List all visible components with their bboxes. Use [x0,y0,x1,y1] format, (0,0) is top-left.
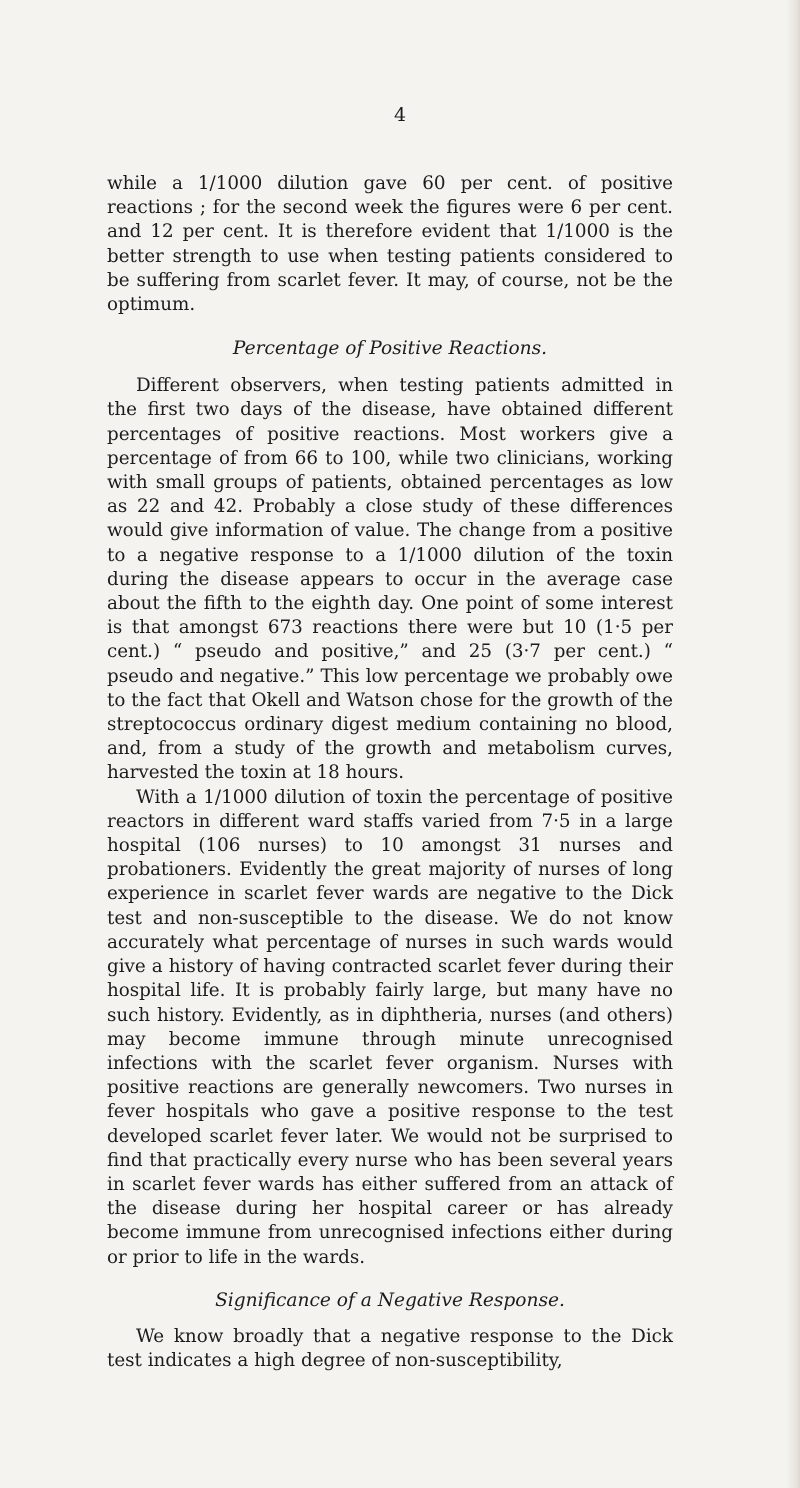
page-number: 4 [393,104,407,126]
section-heading-negative-response: Significance of a Negative Response. [215,1289,565,1311]
paragraph-continuation: while a 1/1000 dilution gave 60 per cent. of positive reactions ; for the second week the figures were 6 per cent. and 12 per cent. It is therefore evident that 1/1000 is the better strength to use when testing patients considered to be suffering from scarlet fever. It may, of course, not be the optimum. [107,173,673,316]
paragraph-different-observers: Different observers, when testing patients admitted in the first two days of the disease, have obtained different percentages of positive reactions. Most workers give a percentage of from 66 to 100, while two clinicians, working with small groups of patients, obtained percentages as low as 22 and 42. Probably a close study of these differences would give information of value. The change from a positive to a negative response to a 1/1000 dilution of the toxin during the disease appears to occur in the average case about the fifth to the eighth day. One point of some interest is that amongst 673 reactions there were but 10 (1·5 per cent.) “ pseudo and positive,” and 25 (3·7 per cent.) “ pseudo and negative.” This low percentage we probably owe to the fact that Okell and Watson chose for the growth of the streptococcus ordinary digest medium containing no blood, and, from a study of the growth and metabolism curves, harvested the toxin at 18 hours. [107,375,673,784]
page-body [107,172,673,1373]
section-heading-positive-reactions: Percentage of Positive Reactions. [232,338,548,360]
paragraph-negative-response: We know broadly that a negative response to the Dick test indicates a high degree of non-susceptibility, [107,1325,673,1371]
paragraph-ward-staffs: With a 1/1000 dilution of toxin the percentage of positive reactors in different ward staffs varied from 7·5 in a large hospital (106 nurses) to 10 amongst 31 nurses and probationers. Evidently the great majority of nurses of long experience in scarlet fever wards are negative to the Dick test and non-susceptible to the disease. We do not know accurately what percentage of nurses in such wards would give a history of having contracted scarlet fever during their hospital life. It is probably fairly large, but many have no such history. Evidently, as in diphtheria, nurses (and others) may become immune through minute unrecognised infections with the scarlet fever organism. Nurses with positive reactions are generally newcomers. Two nurses in fever hospitals who gave a positive response to the test developed scarlet fever later. We would not be surprised to find that practically every nurse who has been several years in scarlet fever wards has either suffered from an attack of the disease during her hospital career or has already become immune from unrecognised infections either during or prior to life in the wards. [107,786,673,1268]
page-edge-shadow [786,0,800,1488]
